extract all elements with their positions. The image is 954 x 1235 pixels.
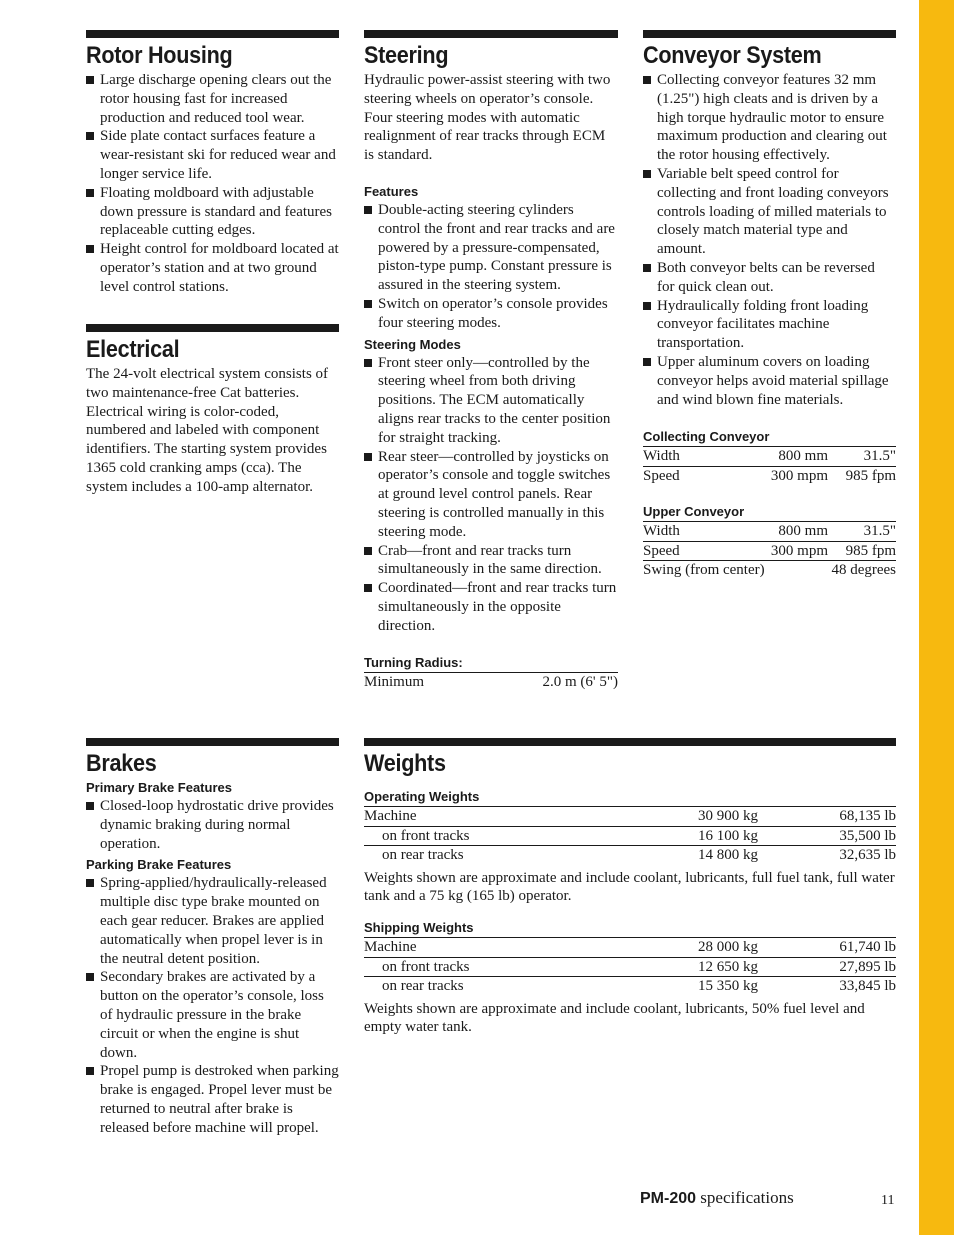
primary-brake-title: Primary Brake Features xyxy=(86,780,232,795)
row-label: on front tracks xyxy=(364,826,643,846)
list-item: Closed-loop hydrostatic drive provides dynamic braking during normal operation. xyxy=(86,797,339,853)
row-label: Width xyxy=(643,522,728,542)
page-footer xyxy=(640,1189,794,1209)
row-label: Speed xyxy=(643,541,728,561)
row-imperial: 985 fpm xyxy=(828,541,896,561)
list-item: Floating moldboard with adjustable down pressure is standard and features replaceable cutting edges. xyxy=(86,184,339,240)
table-row xyxy=(364,957,896,977)
row-label: on rear tracks xyxy=(364,846,643,865)
footer-label: specifications xyxy=(700,1188,794,1207)
shipping-weights-title: Shipping Weights xyxy=(364,920,474,936)
row-label: Width xyxy=(643,447,728,467)
list-item: Height control for moldboard located at operator’s station and at two ground level control stations. xyxy=(86,240,339,296)
list-item: Coordinated—front and rear tracks turn simultaneously in the opposite direction. xyxy=(364,579,618,635)
row-imperial: 31.5" xyxy=(828,447,896,467)
row-imperial: 33,845 lb xyxy=(758,977,896,996)
table-row xyxy=(364,807,896,827)
parking-brake-title: Parking Brake Features xyxy=(86,857,232,873)
operating-weights-table xyxy=(364,806,896,865)
collecting-conveyor-title: Collecting Conveyor xyxy=(643,429,770,445)
section-rule xyxy=(364,30,618,38)
operating-weights-title: Operating Weights xyxy=(364,789,480,804)
table-row xyxy=(643,447,896,467)
list-item: Both conveyor belts can be reversed for quick clean out. xyxy=(643,259,896,297)
upper-conveyor-title: Upper Conveyor xyxy=(643,504,745,520)
section-rule xyxy=(86,324,339,332)
list-item: Collecting conveyor features 32 mm (1.25") high cleats and is driven by a high torque hydraulic motor to ensure maximum production and clearing out the rotor housing effectively. xyxy=(643,71,896,165)
row-metric: 16 100 kg xyxy=(643,826,758,846)
row-value: 48 degrees xyxy=(828,561,896,580)
table-row xyxy=(643,561,896,580)
table-row xyxy=(643,466,896,485)
row-imperial: 985 fpm xyxy=(828,466,896,485)
row-metric: 30 900 kg xyxy=(643,807,758,827)
row-imperial: 68,135 lb xyxy=(758,807,896,827)
row-label: Machine xyxy=(364,807,643,827)
row-metric: 28 000 kg xyxy=(643,938,758,958)
row-label: Minimum xyxy=(364,672,477,691)
section-title: Rotor Housing xyxy=(86,42,233,69)
section-rule xyxy=(86,30,339,38)
row-metric: 14 800 kg xyxy=(643,846,758,865)
row-label: Speed xyxy=(643,466,728,485)
list-item: Double-acting steering cylinders control the front and rear tracks and are powered by a pressure-compensated, piston-type pump. Constant pressure is assured in the steering system. xyxy=(364,201,618,295)
brakes-section xyxy=(86,738,339,1138)
conveyor-system-section xyxy=(643,30,896,580)
table-row xyxy=(364,846,896,865)
turning-radius-table xyxy=(364,672,618,692)
conveyor-list xyxy=(643,71,896,409)
row-imperial: 31.5" xyxy=(828,522,896,542)
list-item: Propel pump is destroked when parking brake is engaged. Propel lever must be returned to neutral after brake is released before machine will propel. xyxy=(86,1062,339,1137)
steering-features-list xyxy=(364,201,618,333)
table-row xyxy=(364,672,618,691)
row-imperial: 32,635 lb xyxy=(758,846,896,865)
steering-text: Hydraulic power-assist steering with two steering wheels on operator’s console. Four steering modes with automatic realignment of rear tracks through ECM is standard. xyxy=(364,72,611,164)
section-rule xyxy=(86,738,339,746)
electrical-text: The 24-volt electrical system consists of two maintenance-free Cat batteries. Electrical wiring is color-coded, numbered and labeled with component identifiers. The starting system provides 1365 cold cranking amps (cca). The system includes a 100-amp alternator. xyxy=(86,366,329,495)
table-row xyxy=(643,541,896,561)
parking-brake-list xyxy=(86,874,339,1137)
row-label: Swing (from center) xyxy=(643,561,828,580)
list-item: Side plate contact surfaces feature a wear-resistant ski for reduced wear and longer service life. xyxy=(86,127,339,183)
row-metric: 800 mm xyxy=(728,522,828,542)
row-metric: 300 mpm xyxy=(728,466,828,485)
steering-section xyxy=(364,30,618,691)
upper-conveyor-table xyxy=(643,521,896,580)
section-title: Weights xyxy=(364,750,446,777)
table-row xyxy=(364,977,896,996)
steering-modes-title: Steering Modes xyxy=(364,336,461,352)
row-metric: 12 650 kg xyxy=(643,957,758,977)
list-item: Hydraulically folding front loading conveyor facilitates machine transportation. xyxy=(643,297,896,353)
rotor-housing-list xyxy=(86,71,339,297)
shipping-weights-note: Weights shown are approximate and include coolant, lubricants, 50% fuel level and empty water tank. xyxy=(364,1000,865,1036)
section-title: Conveyor System xyxy=(643,42,822,69)
turning-radius-title: Turning Radius: xyxy=(364,654,463,670)
row-imperial: 27,895 lb xyxy=(758,957,896,977)
primary-brake-list xyxy=(86,797,339,853)
section-rule xyxy=(364,738,896,746)
section-rule xyxy=(643,30,896,38)
section-title: Steering xyxy=(364,42,449,69)
collecting-conveyor-table xyxy=(643,446,896,485)
electrical-section xyxy=(86,324,339,497)
list-item: Variable belt speed control for collecting and front loading conveyors controls loading of milled materials to closely match material type and amount. xyxy=(643,165,896,259)
row-imperial: 35,500 lb xyxy=(758,826,896,846)
row-metric: 300 mpm xyxy=(728,541,828,561)
list-item: Secondary brakes are activated by a button on the operator’s console, loss of hydraulic pressure in the brake circuit or when the engine is shut down. xyxy=(86,968,339,1062)
shipping-weights-table xyxy=(364,937,896,996)
operating-weights-note: Weights shown are approximate and include coolant, lubricants, full fuel tank, full water tank and a 75 kg (165 lb) operator. xyxy=(364,869,895,905)
steering-modes-list xyxy=(364,354,618,636)
weights-section xyxy=(364,738,896,1037)
list-item: Crab—front and rear tracks turn simultaneously in the same direction. xyxy=(364,542,618,580)
features-title: Features xyxy=(364,183,419,199)
row-label: on front tracks xyxy=(364,957,643,977)
row-imperial: 61,740 lb xyxy=(758,938,896,958)
list-item: Switch on operator’s console provides four steering modes. xyxy=(364,295,618,333)
row-metric: 15 350 kg xyxy=(643,977,758,996)
table-row xyxy=(364,938,896,958)
section-title: Electrical xyxy=(86,336,180,363)
row-value: 2.0 m (6' 5") xyxy=(477,672,619,691)
section-title: Brakes xyxy=(86,750,157,777)
model-name: PM-200 xyxy=(640,1190,697,1207)
row-label: Machine xyxy=(364,938,643,958)
table-row xyxy=(643,522,896,542)
row-metric: 800 mm xyxy=(728,447,828,467)
list-item: Upper aluminum covers on loading conveyor helps avoid material spillage and wind blown fine materials. xyxy=(643,353,896,409)
yellow-edge-strip xyxy=(919,0,954,1235)
page-number: 11 xyxy=(881,1193,895,1208)
row-label: on rear tracks xyxy=(364,977,643,996)
list-item: Rear steer—controlled by joysticks on operator’s console and toggle switches at ground level control panels. Rear steering is controlled manually in this steering mode. xyxy=(364,448,618,542)
list-item: Large discharge opening clears out the rotor housing fast for increased production and reduced tool wear. xyxy=(86,71,339,127)
rotor-housing-section xyxy=(86,30,339,297)
list-item: Spring-applied/hydraulically-released multiple disc type brake mounted on each gear reducer. Brakes are applied automatically when propel lever is in the neutral detent position. xyxy=(86,874,339,968)
table-row xyxy=(364,826,896,846)
list-item: Front steer only—controlled by the steering wheel from both driving positions. The ECM automatically aligns rear tracks to the center position for straight tracking. xyxy=(364,354,618,448)
